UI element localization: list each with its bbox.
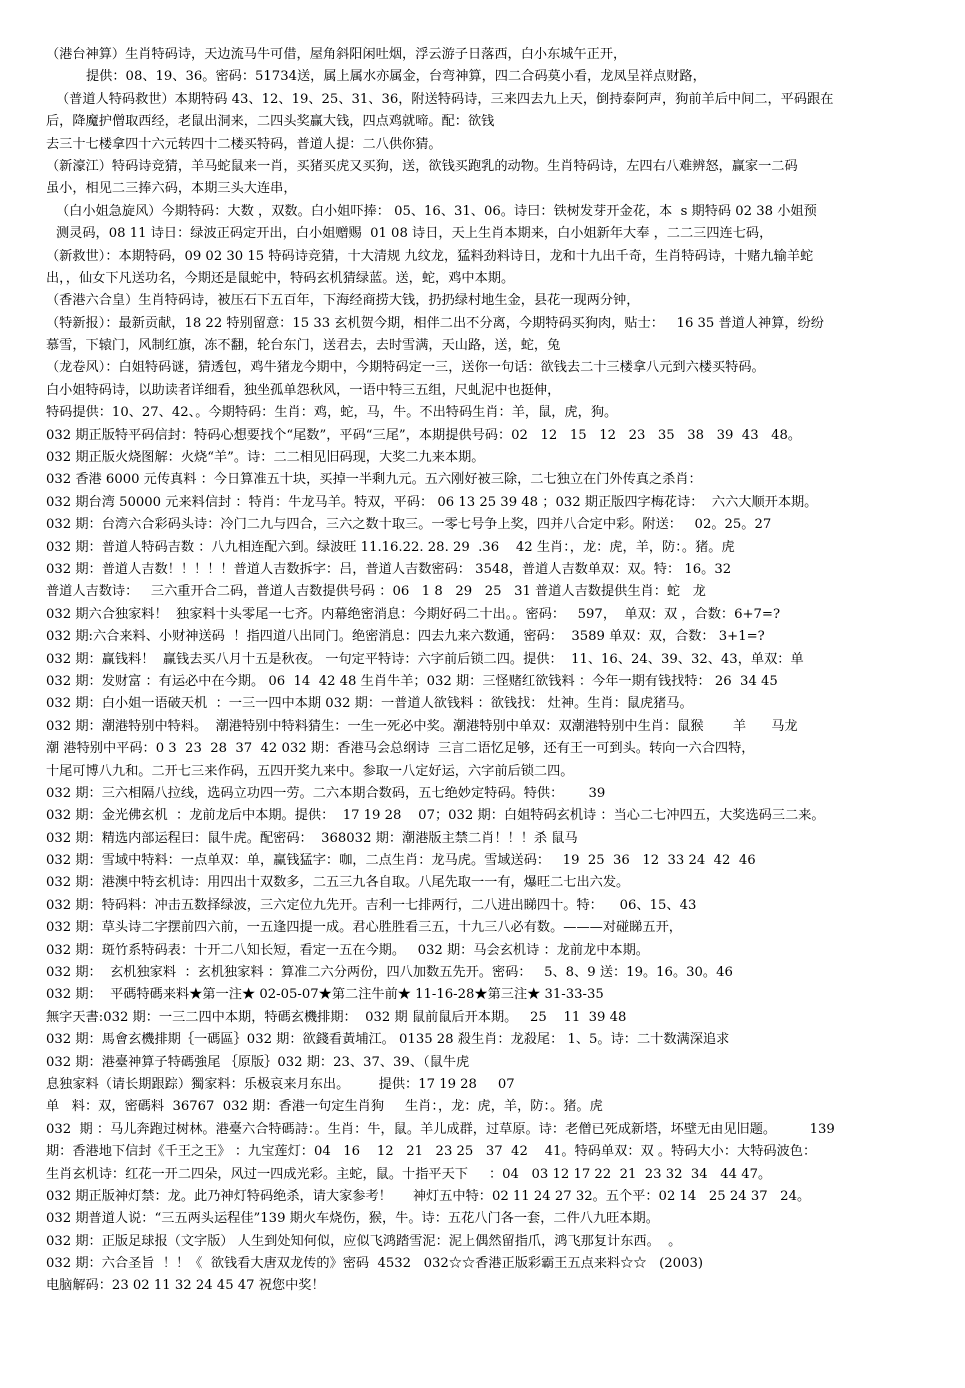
text-line: 032 期：三六相隔八拉线，选码立功四一劳。二六本期合数码，五七绝妙定特码。特供： 39	[46, 785, 606, 801]
text-line: 出，，仙女下凡送功名，今期还是鼠蛇中，特码玄机猜绿蓝。送，蛇，鸡中本期。	[46, 270, 515, 286]
text-line: 潮 港特别中平码：0 3 23 28 37 42 032 期：香港马会总纲诗 三言二语忆足够，还有王一可到头。转向一六合四特，	[46, 741, 755, 757]
text-line: 032 期：特码料：冲击五数择绿波，三六定位九先开。吉利一七排两行，二八进出睇四十。特： 06、15、43	[46, 897, 697, 913]
text-line	[46, 1298, 922, 1320]
text-line: 测灵码，08 11 诗日：绿波正码定开出，白小姐赠赐 01 08 诗日，天上生肖本期来，白小姐新年大奉 ，二二三四连七码，	[56, 226, 773, 242]
text-line: 032 期：金光佛玄机 ：龙前龙后中本期。提供： 17 19 28 07；032 期：白姐特码玄机诗 ：当心二七冲四五，大奖选码三二来。	[46, 808, 825, 824]
text-line: 提供：08、19、36。密码：51734送，属上属水亦属金，台弯神算，四二合码莫小看，龙凤呈祥点财路，	[86, 69, 706, 85]
text-line: 032 期普道人说：“三五两头运程佳”139 期火车烧伤，猴，牛。诗：五花八门各一套，二件八九旺本期。	[46, 1211, 659, 1227]
text-line: 032 期：港澳中特玄机诗：用四出十双数多，二五三九各自取。八尾先取一一有，爆旺二七出六发。	[46, 875, 630, 891]
text-line: 032 香港 6000 元传真料 ：今日算准五十块，买掉一半剩九元。五六刚好被三除，二七独立在门外传真之杀肖：	[46, 472, 702, 488]
text-line: 032 期:六合来料、小财神送码 ！指四道八出同门。绝密消息：四去九来六数通，密码： 3589 单双：双，合数： 3+1=?	[46, 629, 765, 645]
text-line: 032 期 ：马儿奔跑过树林。港臺六合特碼詩：。生肖：牛，鼠。羊儿成群，过草原。诗：老僧已死成新塔，坏壁无由见旧题。 139	[46, 1121, 835, 1137]
text-line: 慕雪，下辕门，风制红旗，冻不翻，轮台东门，送君去，去时雪满，天山路，送，蛇，兔	[46, 338, 561, 354]
text-line: 032 期： 玄机独家料 ：玄机独家料 ：算准二六分两份，四八加数五先开。密码： 5、8、9 送：19。16。30。46	[46, 965, 733, 981]
text-line: 032 期六合独家料！ 独家料十头零尾一七齐。内幕绝密消息：今期好码二十出。。密码： 597， 单双：双 ，合数：6+7=?	[46, 606, 781, 622]
text-line: 十尾可博八九和。二开七三来作码，五四开奖九来中。参取一八定好运，六字前后锁二四。	[46, 763, 574, 779]
text-line: 032 期：赢钱料！ 赢钱去买八月十五是秋夜。 一句定平特诗：六字前后锁二四。提供： 11、16、24、39、32、43，单双：单	[46, 651, 804, 667]
document-body	[46, 44, 922, 1343]
text-line: （香港六合皇）生肖特码诗，被压石下五百年，下海经商捞大钱，扔扔绿村地生金，县花一现两分钟，	[46, 293, 640, 309]
text-line: 032 期正版火烧图解：火烧“羊”。诗：二二相见旧码现，大奖二九来本期。	[46, 450, 485, 466]
text-line: 普道人吉数诗： 三六重开合二码，普道人吉数提供号码 ：06 1 8 29 25 31 普道人吉数提供生肖：蛇 龙	[46, 584, 706, 600]
text-line: （特新报）：最新贡献，18 22 特别留意：15 33 玄机贺今期，相伴二出不分离，今期特码买狗肉，贴士： 16 35 普道人神算，纷纷	[46, 315, 824, 331]
text-line: 032 期：正版足球报（文字版） 人生到处知何似，应似飞鸿踏雪泥：泥上偶然留指爪，鸿飞那复计东西。 。	[46, 1233, 682, 1249]
text-line: 032 期：馬會玄機排期｛一碼區｝032 期：欲錢看黃埔江。 0135 28 殺生肖：龙殺尾： 1、5。诗：二十数满深追求	[46, 1032, 730, 1048]
text-line: 特码提供：10、27、42、。今期特码：生肖：鸡，蛇，马，牛。不出特码生肖：羊，鼠，虎，狗。	[46, 405, 618, 421]
text-line: 032 期：斑竹系特码表：十开二八知长短，看定一五在今期。 032 期：马会玄机诗 ：龙前龙中本期。	[46, 942, 649, 958]
text-line: 無字天書:032 期：一三二四中本期，特碼玄機排期： 032 期 鼠前鼠后开本期。 25 11 39 48	[46, 1009, 627, 1025]
text-line: 032 期：普道人特码吉数 ：八九相连配六到。绿波旺 11.16.22. 28. 29 .36 42 生肖：，龙：虎，羊，防：。猪。虎	[46, 539, 735, 555]
text-line: 032 期：六合圣旨 ！！《 欲钱看大唐双龙传的》密码 4532 032☆☆香港正版彩霸王五点来料☆☆ (2003)	[46, 1256, 703, 1272]
text-line: （新救世）：本期特码，09 02 30 15 特码诗竞猜，十大清规 九纹龙，猛料劲料诗日，龙和十九出千奇，生肖特码诗，十赌九输羊蛇	[46, 248, 814, 264]
text-line: 生肖玄机诗：红花一开二四朵，风过一四成光彩。主蛇，鼠。十指平天下 ：04 03 12 17 22 21 23 32 34 44 47。	[46, 1166, 772, 1182]
text-line: 032 期：草头诗二字摆前四六前，一五逢四提一成。君心胜胜看三五，十九三八必有数。———对碰睇五开，	[46, 920, 682, 936]
text-line: 032 期：港臺神算子特碼強尾 ｛原版｝032 期：23、37、39、（鼠牛虎	[46, 1054, 470, 1070]
text-line: 032 期台湾 50000 元来料信封 ：特肖：牛龙马羊。特双，平码： 06 13 25 39 48 ；032 期正版四字梅花诗： 六六大顺开本期。	[46, 494, 818, 510]
text-line: 032 期正版神灯禁：龙。此乃神灯特码绝杀，请大家参考！ 神灯五中特：02 11 24 27 32。五个平：02 14 25 24 37 24。	[46, 1188, 811, 1204]
text-line: 032 期：雪域中特料：一点单双：单，赢钱猛字：咖，二点生肖：龙马虎。雪域送码： 19 25 36 12 33 24 42 46	[46, 853, 756, 869]
text-line: 白小姐特码诗，以助读者详细看，独坐孤单怨秋风，一语中特三五组，尺虬泥中也挺伸，	[46, 382, 561, 398]
text-line: （龙卷风）：白姐特码谜，猜透包，鸡牛猪龙今期中，今期特码定一三，送你一句话：欲钱去二十三楼拿八元到六楼买特码。	[46, 360, 765, 376]
text-line	[46, 1320, 922, 1342]
text-line: 去三十七楼拿四十六元转四十二楼买特码，普道人提：二八供你猜。	[46, 136, 442, 152]
text-line: 032 期： 平碼特碼来料★第一注★ 02-05-07★第二注牛前★ 11-16-28★第三注★ 31-33-35	[46, 987, 604, 1003]
text-line: （白小姐急旋风）今期特码：大数 ，双数。白小姐吓捧： 05、16、31、06。诗曰：铁树发芽开金花，本 s 期特码 02 38 小姐预	[56, 203, 817, 219]
text-line: （新濠江）特码诗竞猜，羊马蛇鼠来一肖，买猪买虎又买狗，送，欲钱买跑乳的动物。生肖特码诗，左四右八难辨怒，赢家一二码	[46, 158, 798, 174]
text-line: 032 期：普道人吉数！！！！！普道人吉数拆字：吕，普道人吉数密码： 3548，普道人吉数单双：双。特： 16。32	[46, 561, 732, 577]
text-line: 032 期：发财富 ：有运必中在今期。 06 14 42 48 生肖牛羊；032 期：三怪赌红欲钱料 ：今年一期有钱找特： 26 34 45	[46, 673, 778, 689]
text-line: 虽小，相见二三捧六码，本期三头大连串，	[46, 181, 297, 197]
text-line: 后，降魔护僧取西经，老鼠出洞来，二四头奖赢大钱，四点鸡就啼。配：欲钱	[46, 114, 495, 130]
text-line: 单 料：双，密碼料 36767 032 期：香港一句定生肖狗 生肖：，龙：虎，羊，防：。猪。虎	[46, 1099, 603, 1115]
text-line: 032 期：台湾六合彩码头诗：冷门二九与四合，三六之数十取三。一零七号争上奖，四并八合定中彩。附送： 02。25。27	[46, 517, 772, 533]
text-line: （普道人特码救世）本期特码 43、12、19、25、31、36，附送特码诗，三来四去九上天，倒持泰阿声，狗前羊后中间二，平码跟在	[56, 91, 834, 107]
text-line: 电脑解码：23 02 11 32 24 45 47 祝您中奖！	[46, 1278, 325, 1294]
text-line: 032 期：潮港特别中特料。 潮港特别中特料猜生：一生一死必中奖。潮港特别中单双：双潮港特别中生肖：鼠猴 羊 马龙	[46, 718, 798, 734]
text-line: （港台神算）生肖特码诗，天边流马牛可借，屋角斜阳闲吐烟，浮云游子日落西，白小东城午正开，	[46, 47, 627, 62]
text-line: 032 期：白小姐一语破天机 ：一三一四中本期 032 期：一普道人欲钱料 ：欲钱找： 灶神。生肖：鼠虎猪马。	[46, 696, 693, 712]
text-line: 032 期：精选内部运程曰：鼠牛虎。配密码： 368032 期：潮港版主禁二肖！！！杀 鼠马	[46, 830, 578, 846]
text-line: 息独家料（请长期跟踪）獨家料：乐极哀来月东出。 提供：17 19 28 07	[46, 1076, 515, 1092]
text-line: 032 期正版特平码信封：特码心想要找个“尾数”，平码“三尾”，本期提供号码：02 12 15 12 23 35 38 39 43 48。	[46, 427, 802, 443]
text-line: 期：香港地下信封《千王之王》 ：九宝莲灯：04 16 12 21 23 25 37 42 41。特码单双：双 。特码大小：大特码波色：	[46, 1144, 817, 1160]
